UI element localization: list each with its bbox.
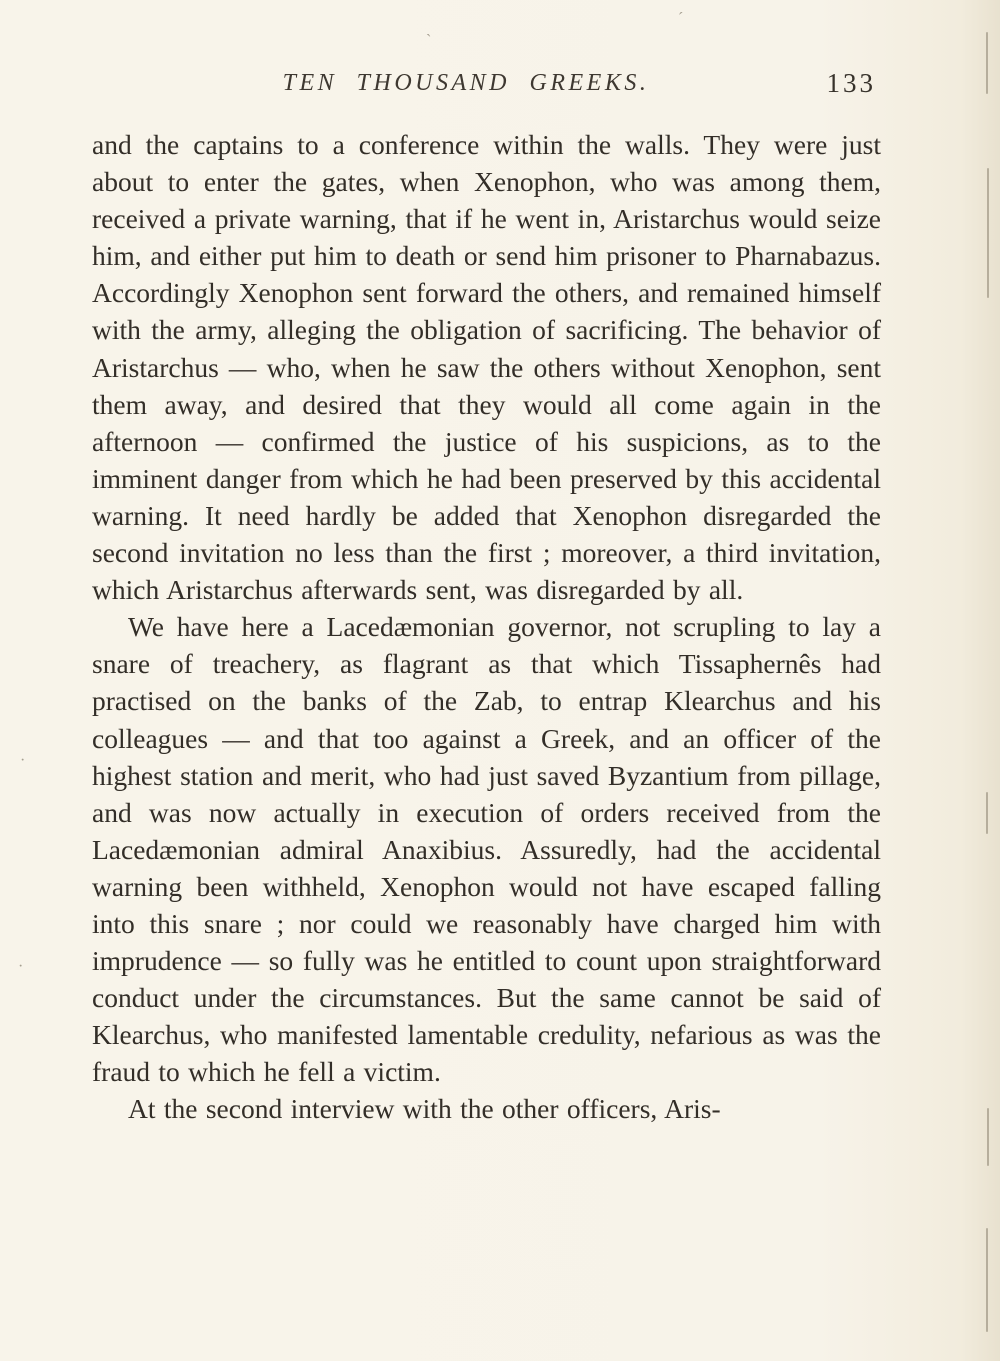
scan-artifact	[987, 1108, 989, 1166]
scan-artifact	[986, 792, 988, 834]
paragraph: At the second interview with the other officers, Aris-	[128, 1093, 721, 1125]
scan-artifact: ˋ	[426, 32, 432, 49]
page-number: 133	[826, 68, 876, 98]
running-title: TEN THOUSAND GREEKS.	[282, 70, 650, 96]
scan-artifact	[986, 32, 988, 94]
scan-artifact: ˊ	[678, 10, 684, 27]
scan-artifact	[986, 1228, 988, 1332]
paragraph: and the captains to a conference within the walls. They were just about to enter the gates, when Xenophon, who was among them, received a private warning, that if he went in, Aristarchus would seize him, and either put him to death or send him prisoner to Pharnabazus. Accordingly Xenophon sent forward the others, and remained himself with the army, alleging the obligation of sacrificing. The behavior of Aristarchus — who, when he saw the others without Xenophon, sent them away, and desired that they would all come again in the afternoon — confirmed the justice of his suspicions, as to the imminent danger from which he had been preserved by this accidental warning. It need hardly be added that Xenophon disregarded the second invitation no less than the first ; moreover, a third invitation, which Aristarchus afterwards sent, was disregarded by all.	[92, 129, 881, 606]
scan-artifact	[987, 168, 989, 298]
page-body	[92, 126, 881, 1128]
paragraph: We have here a Lacedæmonian governor, not scrupling to lay a snare of treachery, as flagrant as that which Tissaphernês had practised on the banks of the Zab, to entrap Klearchus and his colleagues — and that too against a Greek, and an officer of the highest station and merit, who had just saved Byzantium from pillage, and was now actually in execution of orders received from the Lacedæmonian admiral Anaxibius. Assuredly, had the accidental warning been withheld, Xenophon would not have escaped falling into this snare ; nor could we reasonably have charged him with imprudence — so fully was he entitled to count upon straightforward conduct under the circumstances. But the same cannot be said of Klearchus, who manifested lamentable credulity, nefarious as was the fraud to which he fell a victim.	[92, 611, 881, 1088]
scan-artifact: ·	[18, 958, 24, 975]
scan-artifact: ·	[20, 752, 26, 769]
page-header	[92, 68, 880, 104]
